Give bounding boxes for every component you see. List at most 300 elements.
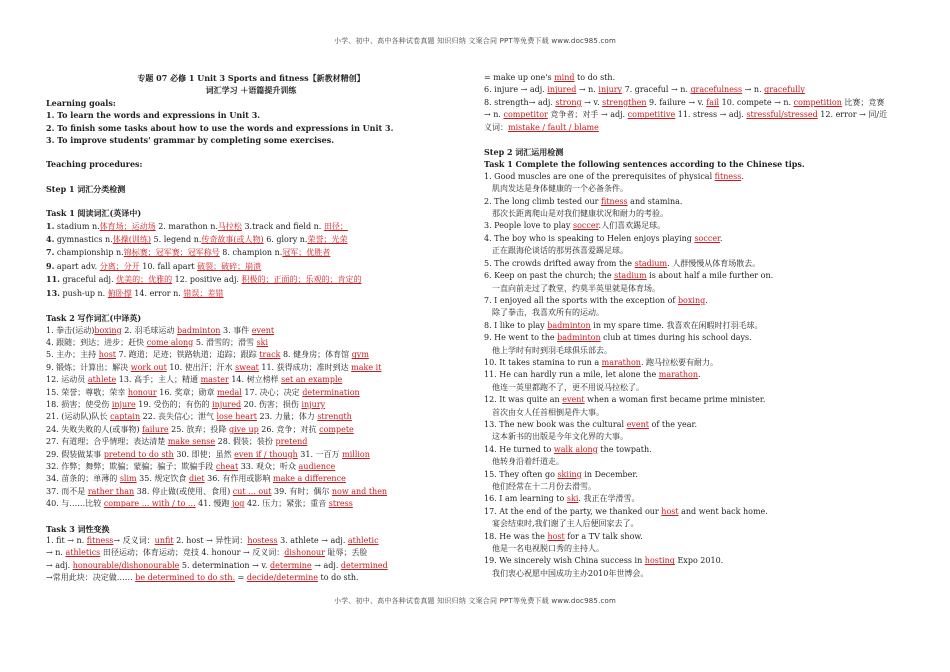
answer-text: boxing xyxy=(677,295,706,305)
item-number: 13. xyxy=(46,287,60,298)
line-text: . xyxy=(741,171,744,181)
answer-text: badminton xyxy=(176,325,221,335)
item-word: 2. marathon n. xyxy=(155,221,218,231)
line-text: Expo 2010. xyxy=(674,556,724,566)
item-number: 4. xyxy=(46,234,55,245)
line-text: 田径运动；体育运动；竞技 4. honour → 反义词： xyxy=(100,548,285,558)
line-text: 8. I like to play xyxy=(484,320,548,330)
line-text: 11. 获得成功；准时到达 xyxy=(258,362,352,372)
answer-text: marathon xyxy=(601,357,641,367)
answer-text: sweat xyxy=(235,362,259,372)
answer-text: soccer xyxy=(572,221,599,231)
sentence-chinese: 宴会结束时,我们谢了主人后便回家去了。 xyxy=(492,519,639,529)
goal-2: 2. To finish some tasks about how to use the words and expressions in Unit 3. xyxy=(46,122,394,133)
answer-text: fitness xyxy=(714,171,742,181)
line-text: 8. 健身房；体育馆 xyxy=(280,350,352,360)
answer-text: make sense xyxy=(167,437,216,447)
sentence-chinese: 正在跟海伦谈话的那男孩喜爱踢足球。 xyxy=(492,246,628,256)
task3-row xyxy=(484,84,904,96)
line-text: 29. 假装做某事 xyxy=(46,449,104,459)
answer-text: 荣誉；光荣 xyxy=(307,235,348,245)
answer-text: 田径； xyxy=(323,221,348,231)
line-text: club at times during his school days. xyxy=(600,333,752,343)
line-text: . 跑马拉松要有耐力。 xyxy=(640,357,719,367)
line-text: when a woman first became prime minister. xyxy=(584,395,766,405)
answer-text: compete xyxy=(319,424,354,434)
line-text: 24. 失败失败的人(或事物) xyxy=(46,424,143,434)
task3-row xyxy=(484,109,904,121)
answer-text: fitness xyxy=(86,536,114,545)
task1-row xyxy=(46,260,456,273)
item-word: 10. fall apart xyxy=(139,261,198,271)
answer-text: pretend to do sth xyxy=(103,449,174,459)
sentence-list xyxy=(484,171,904,580)
sentence-chinese: 一直向前走过了教堂，约莫半英里就是体育场。 xyxy=(492,283,660,293)
line-text: 4. The boy who is speaking to Helen enjoys playing xyxy=(484,233,695,243)
line-text: 3. 事件 xyxy=(220,325,252,335)
item-word: 5. legend n. xyxy=(151,235,202,245)
line-text: 11. He can hardly run a mile, let alone the xyxy=(484,370,659,380)
answer-text: lose heart xyxy=(216,412,257,422)
answer-text: stadium xyxy=(634,258,668,268)
line-text: 12. It was quite an xyxy=(484,395,563,405)
task3-continued xyxy=(484,72,904,134)
task2-row xyxy=(46,374,456,386)
task3-row xyxy=(46,572,456,584)
line-text: 7. I enjoyed all the sports with the exception of xyxy=(484,295,678,305)
sentence-chinese: 除了拳击，我喜欢所有的运动。 xyxy=(492,308,604,318)
answer-text: medal xyxy=(217,387,242,397)
sentence-english xyxy=(484,270,904,282)
answer-text: work out xyxy=(130,362,167,372)
line-text: 2. The long climb tested our xyxy=(484,196,601,206)
answer-text: give up xyxy=(228,424,259,434)
line-text: 1. fit → n. xyxy=(46,536,87,545)
answer-text: 锦标赛；冠军赛；冠军称号 xyxy=(123,248,220,258)
task2-row xyxy=(46,498,456,510)
answer-text: audience xyxy=(298,461,336,471)
line-text: 13. 高手；主人；精通 xyxy=(116,375,201,385)
item-word: 6. glory n. xyxy=(263,235,308,245)
line-text: → adj. xyxy=(46,560,73,570)
answer-text: dishonour xyxy=(284,548,325,558)
doc-subtitle: 词汇学习 ＋语篇提升训练 xyxy=(205,85,297,96)
task1-row xyxy=(46,233,456,246)
item-word: stadium n. xyxy=(54,221,100,231)
sentence-chinese: 肌肉发达是身体健康的一个必备条件。 xyxy=(492,184,628,194)
line-text: → 反义词： xyxy=(113,536,155,545)
line-text: 7. 跑道；足迹；铁路轨道；追踪；跟踪 xyxy=(116,350,260,360)
line-text: 义词： xyxy=(484,122,508,132)
line-text: of the year. xyxy=(648,419,698,429)
sentence-english xyxy=(484,369,904,381)
line-text: 10. 使出汗；汗水 xyxy=(166,362,236,372)
item-number: 1. xyxy=(46,220,55,231)
answer-text: honourable/dishonourable xyxy=(72,560,180,570)
line-text: 14. He turned to xyxy=(484,444,554,454)
sentence-english xyxy=(484,531,904,543)
task2-row xyxy=(46,362,456,374)
line-text: → v. xyxy=(581,97,603,107)
answer-text: gym xyxy=(351,350,369,360)
answer-text: 优美的；优雅的 xyxy=(116,275,173,285)
line-text: in my spare time. 我喜欢在闲暇时打羽毛球。 xyxy=(590,320,763,330)
answer-text: 错误；差错 xyxy=(183,288,224,298)
item-word: 8. champion n. xyxy=(219,248,283,258)
answer-text: 冠军；优胜者 xyxy=(282,248,331,258)
sentence-english xyxy=(484,320,904,332)
answer-text: pretend xyxy=(275,437,308,447)
line-text: 23. 力量；体力 xyxy=(256,412,318,422)
line-text: 42. 压力；紧张；重音 xyxy=(244,499,329,509)
line-text: → n. xyxy=(742,85,765,95)
answer-text: competition xyxy=(793,97,842,107)
sentence-chinese: 他上学时有时到羽毛球俱乐部去。 xyxy=(492,345,612,355)
line-text: → n. xyxy=(46,548,66,558)
line-text: 15. They often go xyxy=(484,469,558,479)
line-text: →常用此块：决定做…… xyxy=(46,573,136,583)
answer-text: injury xyxy=(301,399,326,409)
line-text: 36. 有作用或影响 xyxy=(204,474,273,484)
procedures-heading: Teaching procedures: xyxy=(46,159,143,170)
sentence-chinese: 他转身沿着纤道走。 xyxy=(492,457,564,467)
line-text: 38. 停止做(或使用、食用) xyxy=(134,486,233,496)
line-text: 9. He went to the xyxy=(484,333,558,343)
answer-text: athletics xyxy=(65,548,101,558)
item-number: 11. xyxy=(46,274,60,285)
task3-row xyxy=(484,122,904,134)
line-text: 15. 荣誉；尊敬；荣幸 xyxy=(46,387,128,397)
line-text: 11. stress → adj. xyxy=(675,110,747,120)
task2-row xyxy=(46,449,456,461)
sentence-english xyxy=(484,196,904,208)
sentence-english xyxy=(484,506,904,518)
answer-text: fitness xyxy=(600,196,628,206)
step2-task1-heading: Task 1 Complete the following sentences according to the Chinese tips. xyxy=(484,159,805,170)
answer-text: 体操(训练) xyxy=(112,235,152,245)
answer-text: athletic xyxy=(347,536,379,545)
answer-text: unfit xyxy=(154,536,174,545)
line-text: 2. 羽毛球运动 xyxy=(121,325,177,335)
item-word: 12. positive adj. xyxy=(172,275,242,285)
line-text: 19. 受伤的；有伤的 xyxy=(135,399,213,409)
answer-text: determine xyxy=(270,560,312,570)
answer-text: badminton xyxy=(547,320,591,330)
answer-text: captain xyxy=(110,412,141,422)
task2-row xyxy=(46,337,456,349)
line-text: 1. Good muscles are one of the prerequisites of physical xyxy=(484,171,715,181)
line-text: → n. xyxy=(484,110,504,120)
sentence-english xyxy=(484,233,904,245)
task2-row xyxy=(46,387,456,399)
line-text: 16. I am learning to xyxy=(484,494,567,504)
task3-row xyxy=(484,97,904,109)
answer-text: 积极的；正面的；乐观的；肯定的 xyxy=(241,275,362,285)
line-text: and went back home. xyxy=(678,506,768,516)
line-text: 7. graceful → n. xyxy=(622,85,691,95)
answer-text: fail xyxy=(706,97,720,107)
answer-text: master xyxy=(200,375,229,385)
line-text: 25. 放弃；投降 xyxy=(168,424,229,434)
task2-row xyxy=(46,486,456,498)
page-header: 小学、初中、高中各种试卷真题 知识归纳 文案合同 PPT等免费下载 www.doc985.com xyxy=(333,37,617,45)
task3-heading: Task 3 词性变换 xyxy=(46,523,110,534)
sentence-english xyxy=(484,332,904,344)
task2-row xyxy=(46,473,456,485)
line-text: 竞争者；对手 → adj. xyxy=(547,110,628,120)
answer-text: host xyxy=(547,531,565,541)
answer-text: 分离；分开 xyxy=(99,261,140,271)
line-text: . xyxy=(705,295,708,305)
line-text: 40. 与……比较 xyxy=(46,499,104,509)
answer-text: determined xyxy=(340,560,388,570)
line-text: 比赛；竞赛 xyxy=(841,97,885,107)
answer-text: track xyxy=(259,350,281,360)
goals-heading: Learning goals: xyxy=(46,97,116,108)
answer-text: decide/determine xyxy=(246,573,318,583)
line-text: the towpath. xyxy=(597,444,652,454)
task2-row xyxy=(46,325,456,337)
task1-heading: Task 1 阅读词汇(英译中) xyxy=(46,208,142,219)
sentence-english xyxy=(484,171,904,183)
answer-text: injury xyxy=(598,85,623,95)
sentence-english xyxy=(484,295,904,307)
item-word: championship n. xyxy=(54,248,124,258)
line-text: 10. It takes stamina to run a xyxy=(484,357,602,367)
line-text: 17. At the end of the party, we thanked our xyxy=(484,506,662,516)
answer-text: host xyxy=(98,350,117,360)
line-text: for a TV talk show. xyxy=(564,531,643,541)
line-text: 33. 观众；听众 xyxy=(238,461,299,471)
task3-row xyxy=(484,72,904,84)
goal-3: 3. To improve students' grammar by completing some exercises. xyxy=(46,135,335,146)
line-text: 5. determination → v. xyxy=(179,560,270,570)
line-text: 5. 主办；主持 xyxy=(46,350,99,360)
item-number: 7. xyxy=(46,247,55,258)
answer-text: strength xyxy=(317,412,352,422)
answer-text: stressful/stressed xyxy=(746,110,818,120)
answer-text: now and then xyxy=(331,486,388,496)
answer-text: million xyxy=(342,449,370,459)
answer-text: hosting xyxy=(644,556,675,566)
line-text: 9. failure → v. xyxy=(646,97,707,107)
line-text: .人们喜欢踢足球。 xyxy=(598,221,666,231)
line-text: 37. 而不是 xyxy=(46,486,88,496)
answer-text: event xyxy=(562,395,585,405)
answer-text: set an example xyxy=(281,375,343,385)
line-text: 34. 苗条的；单薄的 xyxy=(46,474,120,484)
answer-text: cut ... out xyxy=(232,486,272,496)
item-word: 3.track and field n. xyxy=(241,221,324,231)
answer-text: 传奇故事(或人物) xyxy=(201,235,264,245)
answer-text: gracefully xyxy=(764,85,805,95)
answer-text: slim xyxy=(119,474,137,484)
line-text: 16. 奖章；勋章 xyxy=(156,387,218,397)
answer-text: host xyxy=(661,506,679,516)
answer-text: strong xyxy=(555,97,582,107)
answer-text: compare ... with / to ... xyxy=(103,499,196,509)
sentence-chinese: 我们衷心祝愿中国成功主办2010年世博会。 xyxy=(492,568,649,578)
item-word: apart adv. xyxy=(54,261,100,271)
answer-text: event xyxy=(626,419,649,429)
line-text: 2. host → 异性词： xyxy=(173,536,248,545)
sentence-english xyxy=(484,394,904,406)
task2-row xyxy=(46,349,456,361)
step2-heading: Step 2 词汇运用检测 xyxy=(484,147,564,158)
answer-text: soccer xyxy=(694,233,720,243)
sentence-english xyxy=(484,357,904,369)
line-text: 32. 作弊；舞弊；欺骗；蒙骗；骗子；欺骗手段 xyxy=(46,461,216,471)
step1-heading: Step 1 词汇分类检测 xyxy=(46,183,126,194)
line-text: 13. The new book was the cultural xyxy=(484,419,627,429)
sentence-english xyxy=(484,555,904,567)
task2-heading: Task 2 写作词汇(中译英) xyxy=(46,313,142,324)
sentence-english xyxy=(484,493,904,505)
line-text: 1. 拳击(运动) xyxy=(46,325,95,335)
line-text: to do sth. xyxy=(317,573,359,583)
line-text: . 我正在学滑雪。 xyxy=(578,494,640,504)
line-text: 28. 假装；装扮 xyxy=(215,437,276,447)
line-text: 30. 即使；虽然 xyxy=(173,449,235,459)
sentence-chinese: 他是一名电视脱口秀的主持人。 xyxy=(492,544,604,554)
line-text: 8. strength→ adj. xyxy=(484,97,556,107)
sentence-chinese: 这本新书的出版是今年文化界的大事。 xyxy=(492,432,628,442)
answer-text: honour xyxy=(127,387,157,397)
sentence-english xyxy=(484,220,904,232)
line-text: 5. The crowds drifted away from the xyxy=(484,258,635,268)
answer-text: even if / though xyxy=(234,449,298,459)
line-text: 耻辱；丢脸 xyxy=(324,548,368,558)
answer-text: injured xyxy=(547,85,577,95)
line-text: → n. xyxy=(576,85,599,95)
answer-text: 体育场；运动场 xyxy=(99,221,156,231)
task2-row xyxy=(46,461,456,473)
line-text: 22. 丧失信心；泄气 xyxy=(140,412,217,422)
sentence-chinese: 首次由女人任首相倒是件大事。 xyxy=(492,407,604,417)
answer-text: determination xyxy=(302,387,360,397)
task1-row xyxy=(46,220,456,233)
task2-row xyxy=(46,411,456,423)
answer-text: be determined to do sth. xyxy=(135,573,236,583)
page-footer: 小学、初中、高中各种试卷真题 知识归纳 文案合同 PPT等免费下载 www.doc985.com xyxy=(333,597,617,605)
answer-text: come along xyxy=(146,337,194,347)
answer-text: make a difference xyxy=(272,474,346,484)
answer-text: diet xyxy=(188,474,205,484)
task1-row xyxy=(46,287,456,300)
sentence-english xyxy=(484,469,904,481)
answer-text: hostess xyxy=(247,536,278,545)
doc-title: 专题 07 必修 1 Unit 3 Sports and fitness【新教材精创】 xyxy=(137,73,365,83)
task2-list xyxy=(46,325,456,511)
answer-text: competitive xyxy=(627,110,676,120)
line-text: 12. error → 同/近 xyxy=(817,110,888,120)
line-text: 21. (运动队)队长 xyxy=(46,412,111,422)
line-text: . xyxy=(698,370,701,380)
answer-text: jog xyxy=(231,499,245,509)
task3-row xyxy=(46,535,456,547)
line-text: 18. 损害；使受伤 xyxy=(46,399,112,409)
line-text: to do sth. xyxy=(574,73,616,82)
line-text: 31. 一百万 xyxy=(297,449,343,459)
line-text: 4. 跟随；到达；进步；赶快 xyxy=(46,337,147,347)
line-text: 41. 慢跑 xyxy=(195,499,232,509)
answer-text: rather than xyxy=(87,486,135,496)
answer-text: make it xyxy=(351,362,382,372)
task1-row xyxy=(46,273,456,286)
answer-text: 俯卧撑 xyxy=(107,288,132,298)
line-text: 35. 规定饮食 xyxy=(136,474,189,484)
line-text: is about half a mile further on. xyxy=(646,271,774,281)
item-word: push-up n. xyxy=(59,288,108,298)
line-text: in December. xyxy=(581,469,638,479)
task2-row xyxy=(46,424,456,436)
line-text: 6. Keep on past the church; the xyxy=(484,271,615,281)
answer-text: walk along xyxy=(553,444,598,454)
line-text: . xyxy=(720,233,723,243)
item-word: 14. error n. xyxy=(131,288,184,298)
sentence-english xyxy=(484,419,904,431)
answer-text: athlete xyxy=(87,375,117,385)
answer-text: ski xyxy=(566,494,579,504)
goal-1: 1. To learn the words and expressions in Unit 3. xyxy=(46,110,261,121)
line-text: 9. 锻炼；计算出；解决 xyxy=(46,362,131,372)
line-text: = xyxy=(235,573,247,583)
line-text: 10. compete → n. xyxy=(719,97,794,107)
answer-text: mistake / fault / blame xyxy=(508,122,599,132)
left-column xyxy=(46,72,456,585)
line-text: 39. 有时；偶尔 xyxy=(271,486,332,496)
line-text: 27. 有道理；合乎情理；表达清楚 xyxy=(46,437,168,447)
answer-text: injured xyxy=(212,399,242,409)
sentence-chinese: 那次长距离爬山是对我们健康状况和耐力的考验。 xyxy=(492,209,668,219)
line-text: 6. injure → adj. xyxy=(484,85,548,95)
line-text: 18. He was the xyxy=(484,531,548,541)
answer-text: badminton xyxy=(557,333,601,343)
answer-text: 马拉松 xyxy=(217,221,242,231)
answer-text: gracefulness xyxy=(690,85,743,95)
answer-text: stadium xyxy=(614,271,647,281)
line-text: 17. 决心；决定 xyxy=(241,387,303,397)
answer-text: strengthen xyxy=(602,97,647,107)
item-word: gymnastics n. xyxy=(54,235,113,245)
answer-text: competitor xyxy=(503,110,548,120)
line-text: and stamina. xyxy=(627,196,683,206)
answer-text: event xyxy=(251,325,275,335)
answer-text: cheat xyxy=(215,461,239,471)
line-text: 3. athlete → adj. xyxy=(277,536,348,545)
line-text: . 人群慢慢从体育场散去。 xyxy=(667,258,761,268)
task1-list xyxy=(46,220,456,300)
answer-text: ski xyxy=(256,337,269,347)
line-text: 5. 滑雪的；滑雪 xyxy=(193,337,257,347)
item-number: 9. xyxy=(46,260,55,271)
answer-text: injure xyxy=(111,399,136,409)
answer-text: stress xyxy=(328,499,353,509)
answer-text: marathon xyxy=(658,370,699,380)
line-text: 12. 运动员 xyxy=(46,375,88,385)
sentence-chinese: 他们经常在十二月份去滑雪。 xyxy=(492,482,596,491)
line-text: 26. 竞争；对抗 xyxy=(258,424,320,434)
sentence-chinese: 他连一英里都跑不了，更不用说马拉松了。 xyxy=(492,382,644,392)
line-text: = make up one's xyxy=(484,73,555,82)
sentence-english xyxy=(484,444,904,456)
answer-text: skiing xyxy=(557,469,582,479)
task3-list xyxy=(46,535,456,585)
task2-row xyxy=(46,436,456,448)
answer-text: failure xyxy=(142,424,169,434)
task3-row xyxy=(46,560,456,572)
sentence-english xyxy=(484,258,904,270)
